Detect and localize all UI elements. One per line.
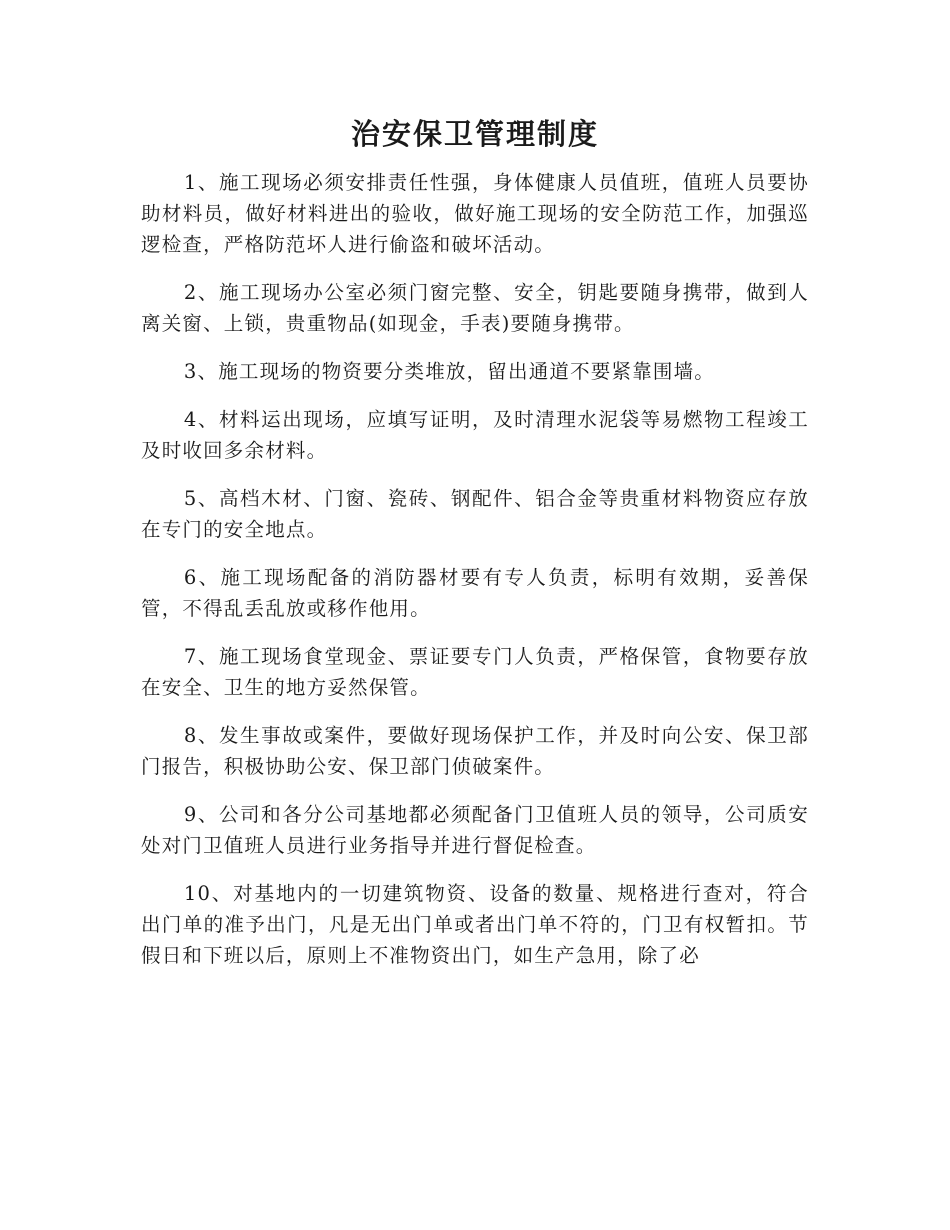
paragraph-9: 9、公司和各分公司基地都必须配备门卫值班人员的领导，公司质安处对门卫值班人员进行业务指导并进行督促检查。 <box>141 803 809 857</box>
paragraph-2: 2、施工现场办公室必须门窗完整、安全，钥匙要随身携带，做到人离关窗、上锁，贵重物品(如现金，手表)要随身携带。 <box>141 281 809 335</box>
paragraph-8: 8、发生事故或案件，要做好现场保护工作，并及时向公安、保卫部门报告，积极协助公安、保卫部门侦破案件。 <box>141 724 809 778</box>
paragraph-6: 6、施工现场配备的消防器材要有专人负责，标明有效期，妥善保管，不得乱丢乱放或移作他用。 <box>141 566 809 620</box>
paragraph-4: 4、材料运出现场，应填写证明，及时清理水泥袋等易燃物工程竣工及时收回多余材料。 <box>141 408 809 462</box>
paragraph-10: 10、对基地内的一切建筑物资、设备的数量、规格进行查对，符合出门单的准予出门，凡是无出门单或者出门单不符的，门卫有权暂扣。节假日和下班以后，原则上不准物资出门，如生产急用，除了必 <box>141 882 809 967</box>
document-title: 治安保卫管理制度 <box>350 117 599 151</box>
document-body <box>141 167 809 988</box>
paragraph-3: 3、施工现场的物资要分类堆放，留出通道不要紧靠围墙。 <box>183 360 715 383</box>
paragraph-1: 1、施工现场必须安排责任性强，身体健康人员值班，值班人员要协助材料员，做好材料进出的验收，做好施工现场的安全防范工作，加强巡逻检查，严格防范坏人进行偷盗和破坏活动。 <box>141 171 809 256</box>
paragraph-7: 7、施工现场食堂现金、票证要专门人负责，严格保管，食物要存放在安全、卫生的地方妥然保管。 <box>141 645 809 699</box>
paragraph-5: 5、高档木材、门窗、瓷砖、钢配件、铝合金等贵重材料物资应存放在专门的安全地点。 <box>141 487 809 541</box>
